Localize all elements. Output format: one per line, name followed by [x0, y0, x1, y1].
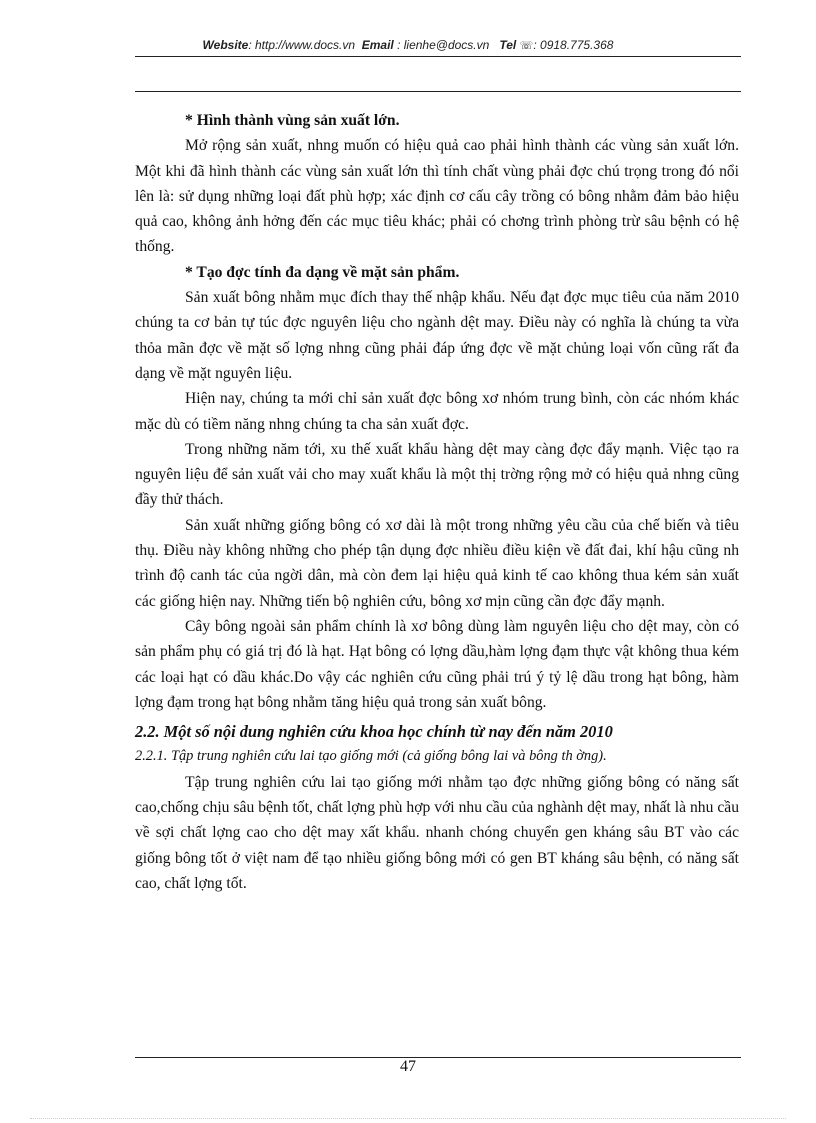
- website-label: Website: [202, 38, 249, 52]
- paragraph: Trong những năm tới, xu thế xuất khẩu hàng dệt may càng đợc đẩy mạnh. Việc tạo ra nguyên liệu để sản xuất vải cho may xuất khẩu là một thị trờng rộng mở có hiệu quả nhng cũng đầy thử thách.: [135, 440, 739, 509]
- paragraph: Hiện nay, chúng ta mới chỉ sản xuất đợc bông xơ nhóm trung bình, còn các nhóm khác mặc dù có tiềm năng nhng chúng ta cha sản xuất đợc.: [135, 390, 739, 433]
- paragraph: Tập trung nghiên cứu lai tạo giống mới nhằm tạo đợc những giống bông có năng sất cao,chống chịu sâu bệnh tốt, chất lợng phù hợp với nhu cầu của nghành dệt may, nhất là nhu cầu về sợi chất lợng cao cho dệt may xất khẩu. nhanh chóng chuyển gen kháng sâu BT vào các giống bông tốt ở việt nam để tạo nhiều giống bông mới có gen BT kháng sâu bệnh, có năng sất cao, chất lợng tốt.: [135, 773, 739, 892]
- email-value: : lienhe@docs.vn: [393, 38, 490, 52]
- paragraph: Cây bông ngoài sản phẩm chính là xơ bông dùng làm nguyên liệu cho dệt may, còn có sản phẩm phụ có giá trị đó là hạt. Hạt bông có lợng dầu,hàm lợng đạm thực vật không thua kém các loại hạt có dầu khác.Do vậy các nghiên cứu cũng phải trú ý tỷ lệ dầu trong hạt bông, hàm lợng đạm trong hạt bông nhằm tăng hiệu quả trong sản xuất bông.: [135, 617, 739, 711]
- paragraph: Sản xuất bông nhằm mục đích thay thế nhập khẩu. Nếu đạt đợc mục tiêu của năm 2010 chúng ta cơ bản tự túc đợc nguyên liệu cho ngành dệt may. Điều này có nghĩa là chúng ta vừa thỏa mãn đợc về mặt số lợng nhng cũng phải đáp ứng đợc về mặt chủng loại vốn cũng rất đa dạng về mặt nguyên liệu.: [135, 289, 739, 382]
- heading-da-dang-san-pham: * Tạo đợc tính đa dạng về mặt sản phẩm.: [185, 263, 460, 281]
- page-edge-dots: [30, 1118, 786, 1119]
- phone-icon: ☏: [519, 40, 534, 52]
- page-header: [0, 38, 816, 52]
- page-number: 47: [400, 1058, 416, 1075]
- heading-vung-san-xuat: * Hình thành vùng sản xuất lớn.: [185, 112, 400, 129]
- email-label: Email: [361, 38, 394, 52]
- page-content: [135, 108, 739, 896]
- paragraph: Sản xuất những giống bông có xơ dài là một trong những yêu cầu của chế biến và tiêu thụ. Điều này không những cho phép tận dụng đợc nhiều điều kiện về đất đai, khí hậu cũng nh trình độ canh tác của ngời dân, mà còn đem lại hiệu quả kinh tế cao không thua kém sản xuất các giống hiện nay. Những tiến bộ nghiên cứu, bông xơ mịn cũng cần đợc đẩy mạnh.: [135, 516, 739, 610]
- website-value: : http://www.docs.vn: [248, 38, 356, 52]
- header-divider: [135, 56, 741, 57]
- paragraph: Mở rộng sản xuất, nhng muốn có hiệu quả cao phải hình thành các vùng sản xuất lớn. Một khi đã hình thành các vùng sản xuất lớn thì tính chất vùng phải đợc chú trọng trong đó nổi lên là: sử dụng những loại đất phù hợp; xác định cơ cấu cây trồng có bông nhằm đảm bảo hiệu quả cao, không ảnh hởng đến các mục tiêu khác; phải có chơng trình phòng trừ sâu bệnh có hệ thống.: [135, 137, 739, 256]
- header-divider-secondary: [135, 91, 741, 92]
- section-heading-2-2: 2.2. Một số nội dung nghiên cứu khoa học chính từ nay đến năm 2010: [135, 722, 613, 742]
- tel-label: Tel: [499, 38, 517, 52]
- subsection-heading-2-2-1: 2.2.1. Tập trung nghiên cứu lai tạo giống mới (cả giống bông lai và bông th ờng).: [135, 748, 607, 765]
- tel-value: : 0918.775.368: [533, 38, 614, 52]
